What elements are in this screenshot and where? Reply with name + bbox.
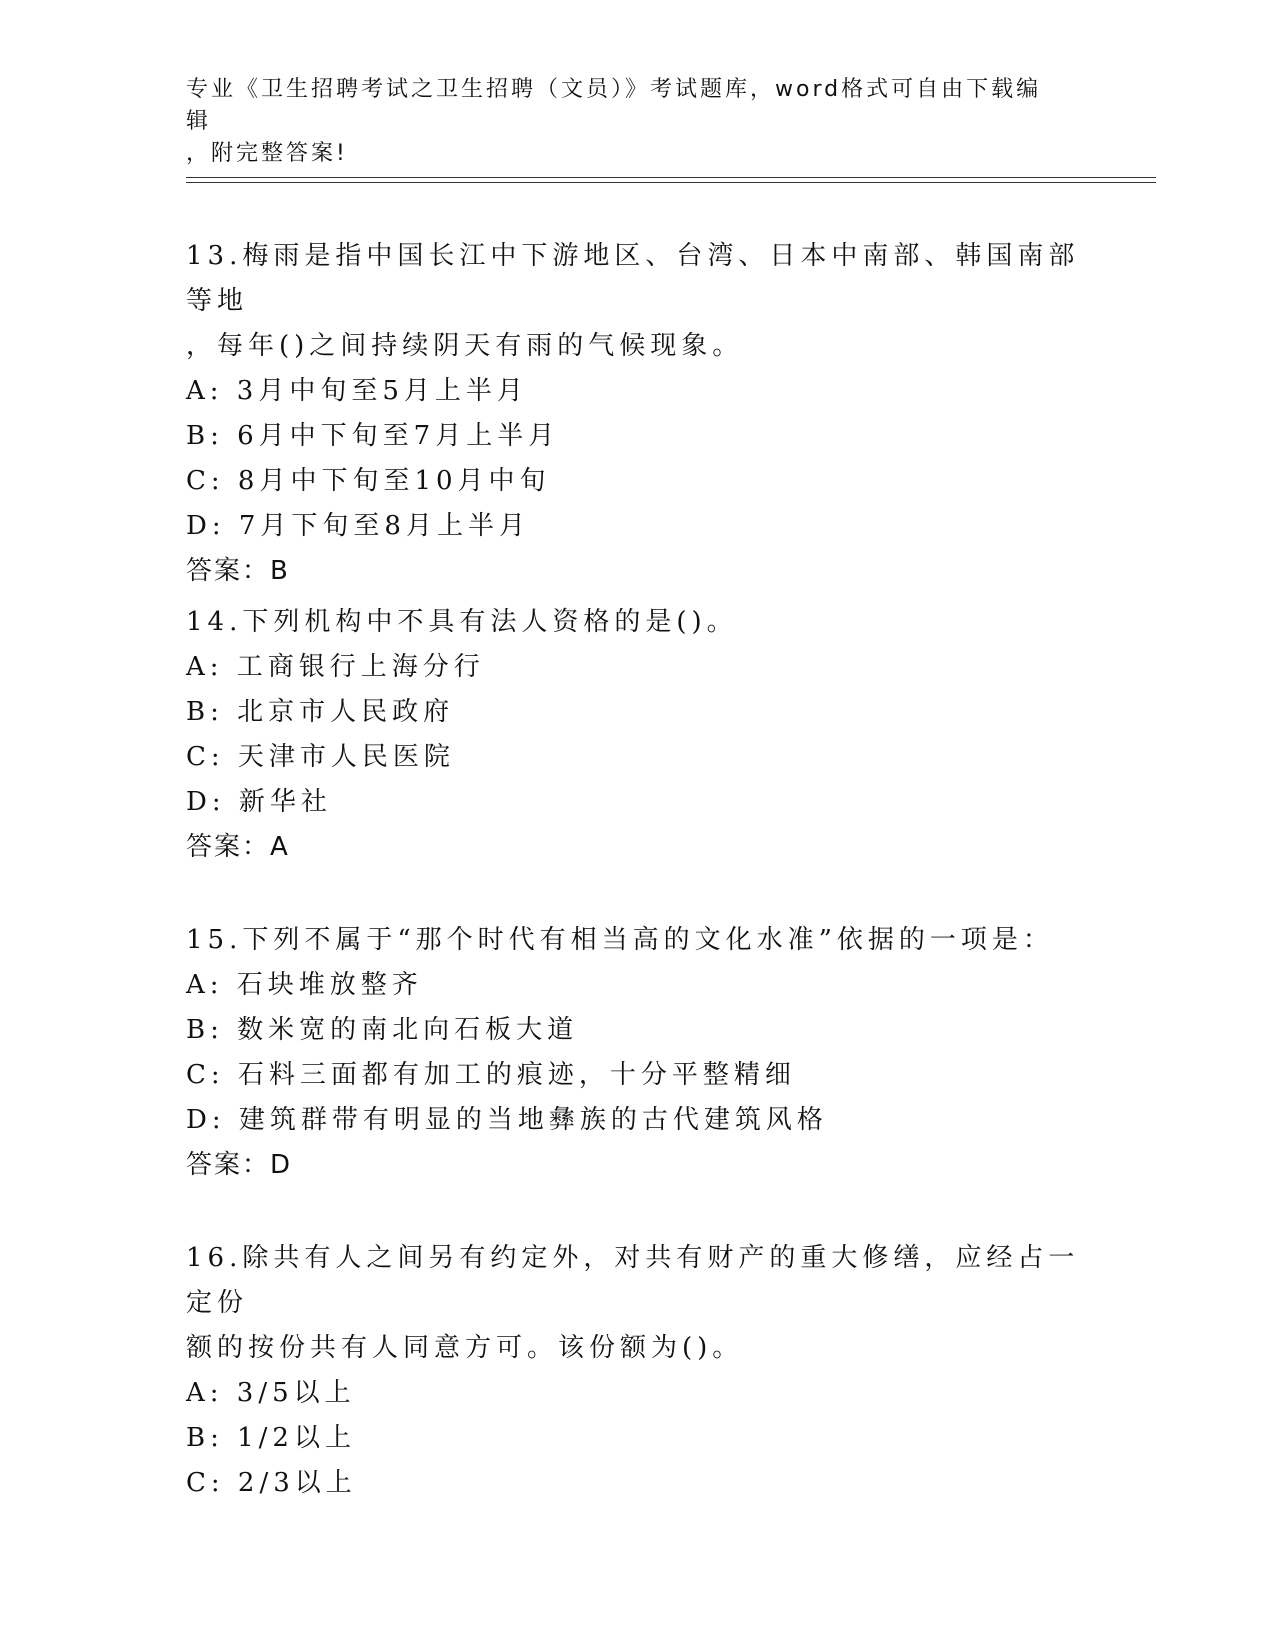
question-stem-line: 13.梅雨是指中国长江中下游地区、台湾、日本中南部、韩国南部等地 xyxy=(186,241,1080,316)
header-line-2: ，附完整答案! xyxy=(186,141,348,166)
document-header xyxy=(186,74,1066,170)
option-a: A: 3月中旬至5月上半月 xyxy=(186,376,528,406)
option-c: C: 天津市人民医院 xyxy=(186,742,455,772)
header-divider-bottom xyxy=(186,182,1156,183)
option-a: A: 工商银行上海分行 xyxy=(186,652,485,682)
answer-line: 答案：B xyxy=(186,556,290,586)
option-b: B: 6月中下旬至7月上半月 xyxy=(186,421,560,451)
question-stem-line: 额的按份共有人同意方可。该份额为()。 xyxy=(186,1333,744,1363)
option-c: C: 8月中下旬至10月中旬 xyxy=(186,466,551,496)
option-c: C: 石料三面都有加工的痕迹，十分平整精细 xyxy=(186,1060,796,1090)
question-stem-line: ，每年()之间持续阴天有雨的气候现象。 xyxy=(186,331,744,361)
option-d: D: 新华社 xyxy=(186,787,332,817)
question-13 xyxy=(186,234,1086,594)
option-b: B: 数米宽的南北向石板大道 xyxy=(186,1015,579,1045)
option-d: D: 7月下旬至8月上半月 xyxy=(186,511,530,541)
option-a: A: 3/5以上 xyxy=(186,1378,356,1408)
option-d: D: 建筑群带有明显的当地彝族的古代建筑风格 xyxy=(186,1105,828,1135)
question-stem-line: 16.除共有人之间另有约定外，对共有财产的重大修缮，应经占一定份 xyxy=(186,1243,1080,1318)
header-line-1: 专业《卫生招聘考试之卫生招聘（文员）》考试题库，word格式可自由下载编辑 xyxy=(186,77,1042,134)
question-16 xyxy=(186,1236,1086,1506)
question-14 xyxy=(186,600,1086,870)
answer-line: 答案：D xyxy=(186,1150,293,1180)
option-a: A: 石块堆放整齐 xyxy=(186,970,423,1000)
answer-line: 答案：A xyxy=(186,832,290,862)
header-divider-top xyxy=(186,177,1156,178)
question-stem-line: 15.下列不属于“那个时代有相当高的文化水准”依据的一项是： xyxy=(186,925,1054,955)
option-c: C: 2/3以上 xyxy=(186,1468,357,1498)
option-b: B: 1/2以上 xyxy=(186,1423,356,1453)
question-15 xyxy=(186,918,1086,1188)
option-b: B: 北京市人民政府 xyxy=(186,697,455,727)
question-stem-line: 14.下列机构中不具有法人资格的是()。 xyxy=(186,607,738,637)
